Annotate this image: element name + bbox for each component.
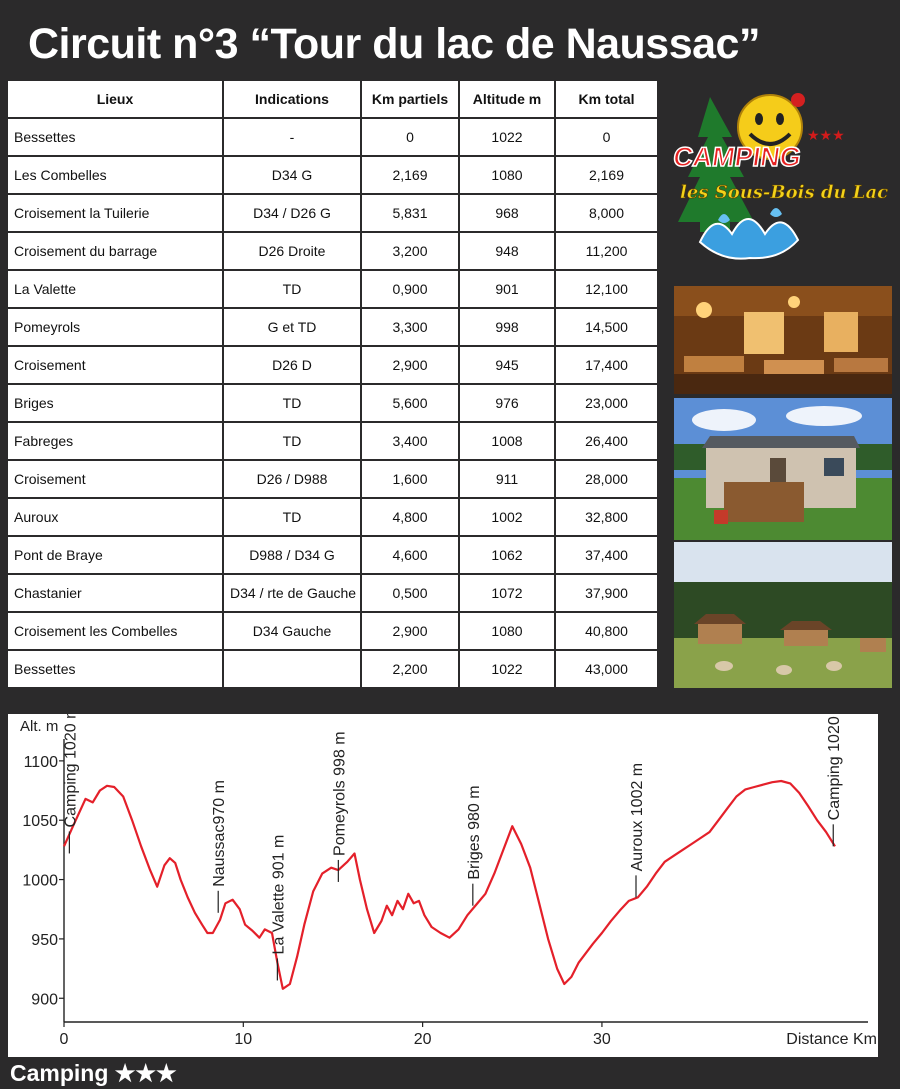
cell-lieux: Croisement — [7, 460, 223, 498]
cell-km-total: 17,400 — [555, 346, 658, 384]
cell-lieux: Pont de Braye — [7, 536, 223, 574]
table-shape — [834, 358, 888, 372]
cell-km-total: 40,800 — [555, 612, 658, 650]
cell-indications: D26 D — [223, 346, 361, 384]
cell-km-total: 28,000 — [555, 460, 658, 498]
table-shape — [764, 360, 824, 376]
lamp-shape — [788, 296, 800, 308]
cell-km-total: 8,000 — [555, 194, 658, 232]
cell-km-partiels: 3,400 — [361, 422, 459, 460]
table-row — [7, 270, 658, 308]
x-tick-label: 0 — [59, 1031, 69, 1048]
y-tick-label: 900 — [31, 991, 58, 1009]
annotation-label: Camping 1020 m — [62, 714, 80, 828]
annotation-label: Briges 980 m — [465, 785, 483, 880]
table-row — [7, 384, 658, 422]
x-tick-label: 20 — [413, 1031, 432, 1048]
cloud-shape — [692, 409, 756, 431]
cell-indications: D988 / D34 G — [223, 536, 361, 574]
table-row — [7, 574, 658, 612]
annotation-label: Camping 1020 m — [826, 714, 844, 821]
table-row — [7, 156, 658, 194]
cell-altitude: 1022 — [459, 118, 555, 156]
meadow-shape — [674, 638, 892, 688]
cell-km-partiels: 2,900 — [361, 346, 459, 384]
cell-km-partiels: 5,600 — [361, 384, 459, 422]
cell-altitude: 1062 — [459, 536, 555, 574]
cell-indications: TD — [223, 498, 361, 536]
cell-indications: TD — [223, 422, 361, 460]
chalets-photo — [674, 542, 892, 688]
cell-altitude: 1008 — [459, 422, 555, 460]
floor-shape — [674, 374, 892, 394]
cell-indications: TD — [223, 270, 361, 308]
table-row — [7, 650, 658, 688]
cell-km-partiels: 5,831 — [361, 194, 459, 232]
camping-logo — [670, 82, 895, 277]
cell-altitude: 945 — [459, 346, 555, 384]
x-axis-label: Distance Km — [786, 1031, 877, 1048]
cell-lieux: Croisement les Combelles — [7, 612, 223, 650]
logo-subtitle: les Sous-Bois du Lac — [680, 182, 889, 203]
cell-km-total: 23,000 — [555, 384, 658, 422]
deck-shape — [724, 482, 804, 522]
table-row — [7, 232, 658, 270]
cell-lieux: Les Combelles — [7, 156, 223, 194]
cell-altitude: 1072 — [459, 574, 555, 612]
cell-altitude: 911 — [459, 460, 555, 498]
cell-altitude: 976 — [459, 384, 555, 422]
cell-lieux: Auroux — [7, 498, 223, 536]
cell-km-partiels: 2,200 — [361, 650, 459, 688]
route-table — [6, 79, 659, 689]
cell-km-total: 37,900 — [555, 574, 658, 612]
elevation-profile — [8, 714, 878, 1057]
cell-altitude: 948 — [459, 232, 555, 270]
cell-km-total: 2,169 — [555, 156, 658, 194]
animal-shape — [826, 661, 842, 671]
cell-km-total: 26,400 — [555, 422, 658, 460]
water-splash-icon — [700, 219, 798, 259]
cell-km-partiels: 1,600 — [361, 460, 459, 498]
cell-lieux: Chastanier — [7, 574, 223, 612]
table-row — [7, 612, 658, 650]
cell-km-total: 43,000 — [555, 650, 658, 688]
chalet-shape — [860, 638, 886, 652]
table-row — [7, 118, 658, 156]
cell-indications: TD — [223, 384, 361, 422]
logo-name: CAMPING — [671, 141, 804, 172]
mobile-home-photo — [674, 398, 892, 540]
y-tick-label: 950 — [31, 931, 58, 949]
cell-indications: G et TD — [223, 308, 361, 346]
animal-shape — [715, 661, 733, 671]
altitude-profile-line — [64, 781, 835, 989]
table-header-row — [7, 80, 658, 118]
y-tick-label: 1050 — [22, 813, 58, 831]
cell-lieux: Croisement du barrage — [7, 232, 223, 270]
chalet-shape — [784, 628, 828, 646]
cell-km-partiels: 4,800 — [361, 498, 459, 536]
column-header-lieux: Lieux — [7, 80, 223, 118]
cell-lieux: Fabreges — [7, 422, 223, 460]
table-row — [7, 536, 658, 574]
smiley-eye-left-icon — [755, 113, 763, 125]
route-table-body — [7, 118, 658, 688]
cell-km-partiels: 3,200 — [361, 232, 459, 270]
annotation-label: Naussac970 m — [211, 780, 229, 887]
cell-km-partiels: 2,169 — [361, 156, 459, 194]
cell-lieux: Croisement la Tuilerie — [7, 194, 223, 232]
cell-lieux: Bessettes — [7, 118, 223, 156]
cell-indications: D34 G — [223, 156, 361, 194]
cell-lieux: Briges — [7, 384, 223, 422]
column-header-km-partiels: Km partiels — [361, 80, 459, 118]
table-row — [7, 194, 658, 232]
table-shape — [684, 356, 744, 372]
chalet-shape — [698, 622, 742, 644]
page-title: Circuit n°3 “Tour du lac de Naussac” — [28, 20, 760, 68]
column-header-altitude: Altitude m — [459, 80, 555, 118]
cell-km-total: 0 — [555, 118, 658, 156]
footer-camping-label: Camping ★★★ — [10, 1060, 177, 1086]
cell-km-partiels: 0,500 — [361, 574, 459, 612]
table-row — [7, 498, 658, 536]
cell-km-total: 12,100 — [555, 270, 658, 308]
cell-indications: D34 Gauche — [223, 612, 361, 650]
y-tick-label: 1000 — [22, 872, 58, 890]
table-row — [7, 308, 658, 346]
y-tick-label: 1100 — [23, 753, 58, 771]
cell-altitude: 998 — [459, 308, 555, 346]
cell-altitude: 1002 — [459, 498, 555, 536]
cell-km-total: 14,500 — [555, 308, 658, 346]
cell-indications — [223, 650, 361, 688]
animal-shape — [776, 665, 792, 675]
cell-km-partiels: 2,900 — [361, 612, 459, 650]
cell-altitude: 968 — [459, 194, 555, 232]
cell-km-partiels: 4,600 — [361, 536, 459, 574]
annotation-label: La Valette 901 m — [270, 834, 288, 955]
column-header-indications: Indications — [223, 80, 361, 118]
window-shape — [744, 312, 784, 354]
cell-km-total: 11,200 — [555, 232, 658, 270]
column-header-km-total: Km total — [555, 80, 658, 118]
flowers-shape — [714, 510, 728, 524]
restaurant-photo — [674, 286, 892, 394]
cell-lieux: La Valette — [7, 270, 223, 308]
cell-km-partiels: 0,900 — [361, 270, 459, 308]
house-roof-shape — [702, 436, 860, 448]
cell-indications: D34 / rte de Gauche — [223, 574, 361, 612]
smiley-eye-right-icon — [776, 113, 784, 125]
lamp-shape — [696, 302, 712, 318]
ladybug-icon — [791, 93, 805, 107]
annotation-label: Pomeyrols 998 m — [331, 731, 349, 856]
x-tick-label: 30 — [593, 1031, 611, 1048]
cell-km-partiels: 0 — [361, 118, 459, 156]
elevation-chart — [8, 714, 878, 1057]
cell-altitude: 1080 — [459, 612, 555, 650]
table-row — [7, 346, 658, 384]
cell-altitude: 901 — [459, 270, 555, 308]
table-row — [7, 460, 658, 498]
cell-km-total: 32,800 — [555, 498, 658, 536]
y-axis-label: Alt. m — [20, 718, 59, 735]
cell-km-total: 37,400 — [555, 536, 658, 574]
cell-indications: D34 / D26 G — [223, 194, 361, 232]
cell-altitude: 1022 — [459, 650, 555, 688]
cell-lieux: Croisement — [7, 346, 223, 384]
cell-km-partiels: 3,300 — [361, 308, 459, 346]
cell-lieux: Pomeyrols — [7, 308, 223, 346]
cell-lieux: Bessettes — [7, 650, 223, 688]
table-row — [7, 422, 658, 460]
window-shape — [824, 312, 858, 352]
x-tick-label: 10 — [234, 1031, 253, 1048]
cell-indications: D26 Droite — [223, 232, 361, 270]
cell-indications: - — [223, 118, 361, 156]
logo-stars: ★★★ — [807, 128, 845, 144]
cell-altitude: 1080 — [459, 156, 555, 194]
cell-indications: D26 / D988 — [223, 460, 361, 498]
house-window-shape — [824, 458, 844, 476]
cloud-shape — [786, 406, 862, 426]
annotation-label: Auroux 1002 m — [629, 762, 646, 872]
